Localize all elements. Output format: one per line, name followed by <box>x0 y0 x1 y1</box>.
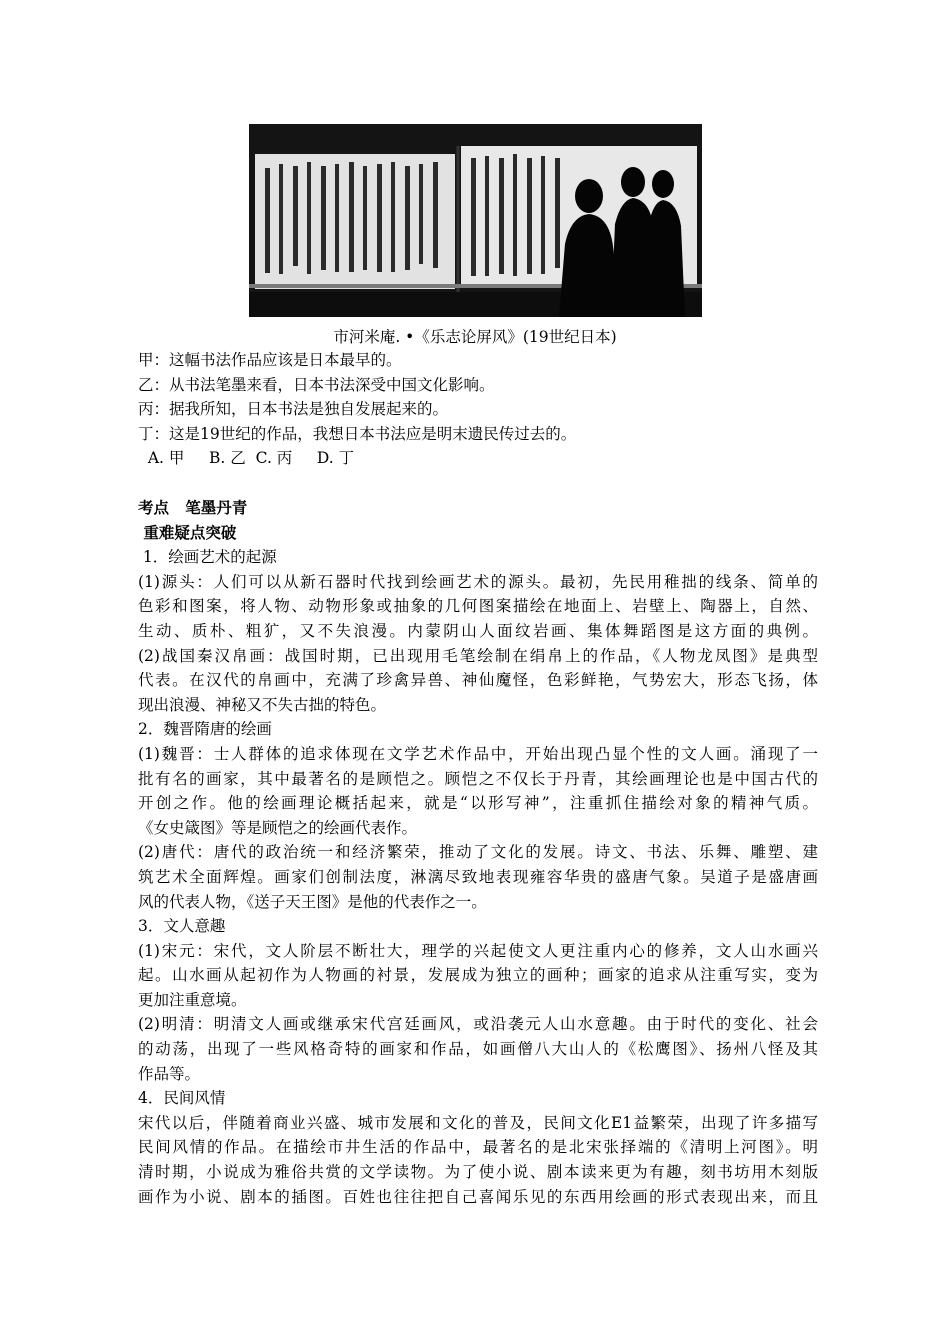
body-text <box>138 545 818 1209</box>
section-subtitle: 重难疑点突破 <box>138 523 237 542</box>
body-line: 1．绘画艺术的起源 <box>138 548 277 567</box>
body-line: (2)唐代：唐代的政治统一和经济繁荣，推动了文化的发展。诗文、书法、乐舞、雕塑、建 <box>138 843 818 862</box>
body-line: 民间风情的作品。在描绘市井生活的作品中，最著名的是北宋张择端的《清明上河图》。明 <box>138 1138 818 1157</box>
body-line: 作品等。 <box>138 1064 201 1083</box>
option-ding: 丁：这是19世纪的作品，我想日本书法应是明末遗民传过去的。 <box>138 424 577 443</box>
body-line: 更加注重意境。 <box>138 990 247 1009</box>
body-line: 代表。在汉代的帛画中，充满了珍禽异兽、神仙魔怪，色彩鲜艳，气势宏大，形态飞扬，体 <box>138 671 818 690</box>
calligraphy-screen-photo-image <box>249 124 702 317</box>
figure-caption: 市河米庵. •《乐志论屏风》(19世纪日本) <box>333 328 617 346</box>
body-line: (1)魏晋：士人群体的追求体现在文学艺术作品中，开始出现凸显个性的文人画。涌现了一 <box>138 744 818 763</box>
body-line: (1)宋元：宋代，文人阶层不断壮大，理学的兴起使文人更注重内心的修养，文人山水画兴 <box>138 941 818 960</box>
option-yi: 乙：从书法笔墨来看，日本书法深受中国文化影响。 <box>138 375 495 394</box>
body-line: 4．民间风情 <box>138 1089 226 1108</box>
body-line: 开创之作。他的绘画理论概括起来，就是“以形写神”，注重抓住描绘对象的精神气质。 <box>138 794 818 813</box>
body-line: 风的代表人物，《送子天王图》是他的代表作之一。 <box>138 892 487 911</box>
body-line: 3．文人意趣 <box>138 917 226 936</box>
body-line: 现出浪漫、神秘又不失古拙的特色。 <box>138 695 387 714</box>
body-line: 清时期，小说成为雅俗共赏的文学读物。为了使小说、剧本读来更为有趣，刻书坊用木刻版 <box>138 1163 818 1182</box>
calligraphy-photo <box>249 124 702 317</box>
body-line: 批有名的画家，其中最著名的是顾恺之。顾恺之不仅长于丹青，其绘画理论也是中国古代的 <box>138 769 818 788</box>
section-block <box>138 496 818 1209</box>
section-title: 考点 笔墨丹青 <box>138 499 248 517</box>
body-line: 《女史箴图》等是顾恺之的绘画代表作。 <box>138 818 418 837</box>
body-line: 的动荡，出现了一些风格奇特的画家和作品，如画僧八大山人的《松鹰图》、扬州八怪及其 <box>138 1040 818 1059</box>
question-block <box>138 348 818 471</box>
option-jia: 甲：这幅书法作品应该是日本最早的。 <box>138 351 402 369</box>
body-line: 生动、质朴、粗犷，又不失浪漫。内蒙阴山人面纹岩画、集体舞蹈图是这方面的典例。 <box>138 621 818 640</box>
body-line: 画作为小说、剧本的插图。百姓也往往把自己喜闻乐见的东西用绘画的形式表现出来，而且 <box>138 1187 818 1206</box>
body-line: (2)明清：明清文人画或继承宋代宫廷画风，或沿袭元人山水意趣。由于时代的变化、社会 <box>138 1015 818 1034</box>
body-line: 色彩和图案，将人物、动物形象或抽象的几何图案描绘在地面上、岩壁上、陶器上，自然、 <box>138 597 818 616</box>
option-bing: 丙：据我所知，日本书法是独自发展起来的。 <box>138 400 449 419</box>
answer-choices: A. 甲 B. 乙 C. 丙 D. 丁 <box>138 449 355 468</box>
body-line: 筑艺术全面辉煌。画家们创制法度，淋漓尽致地表现雍容华贵的盛唐气象。吴道子是盛唐画 <box>138 867 818 886</box>
body-line: 2．魏晋隋唐的绘画 <box>138 720 272 739</box>
body-line: (1)源头：人们可以从新石器时代找到绘画艺术的源头。最初，先民用稚拙的线条、简单的 <box>138 572 818 591</box>
body-line: (2)战国秦汉帛画：战国时期，已出现用毛笔绘制在绢帛上的作品，《人物龙凤图》是典型 <box>138 646 818 665</box>
body-line: 宋代以后，伴随着商业兴盛、城市发展和文化的普及，民间文化E1益繁荣，出现了许多描写 <box>138 1113 818 1132</box>
body-line: 起。山水画从起初作为人物画的衬景，发展成为独立的画种；画家的追求从注重写实，变为 <box>138 966 818 985</box>
